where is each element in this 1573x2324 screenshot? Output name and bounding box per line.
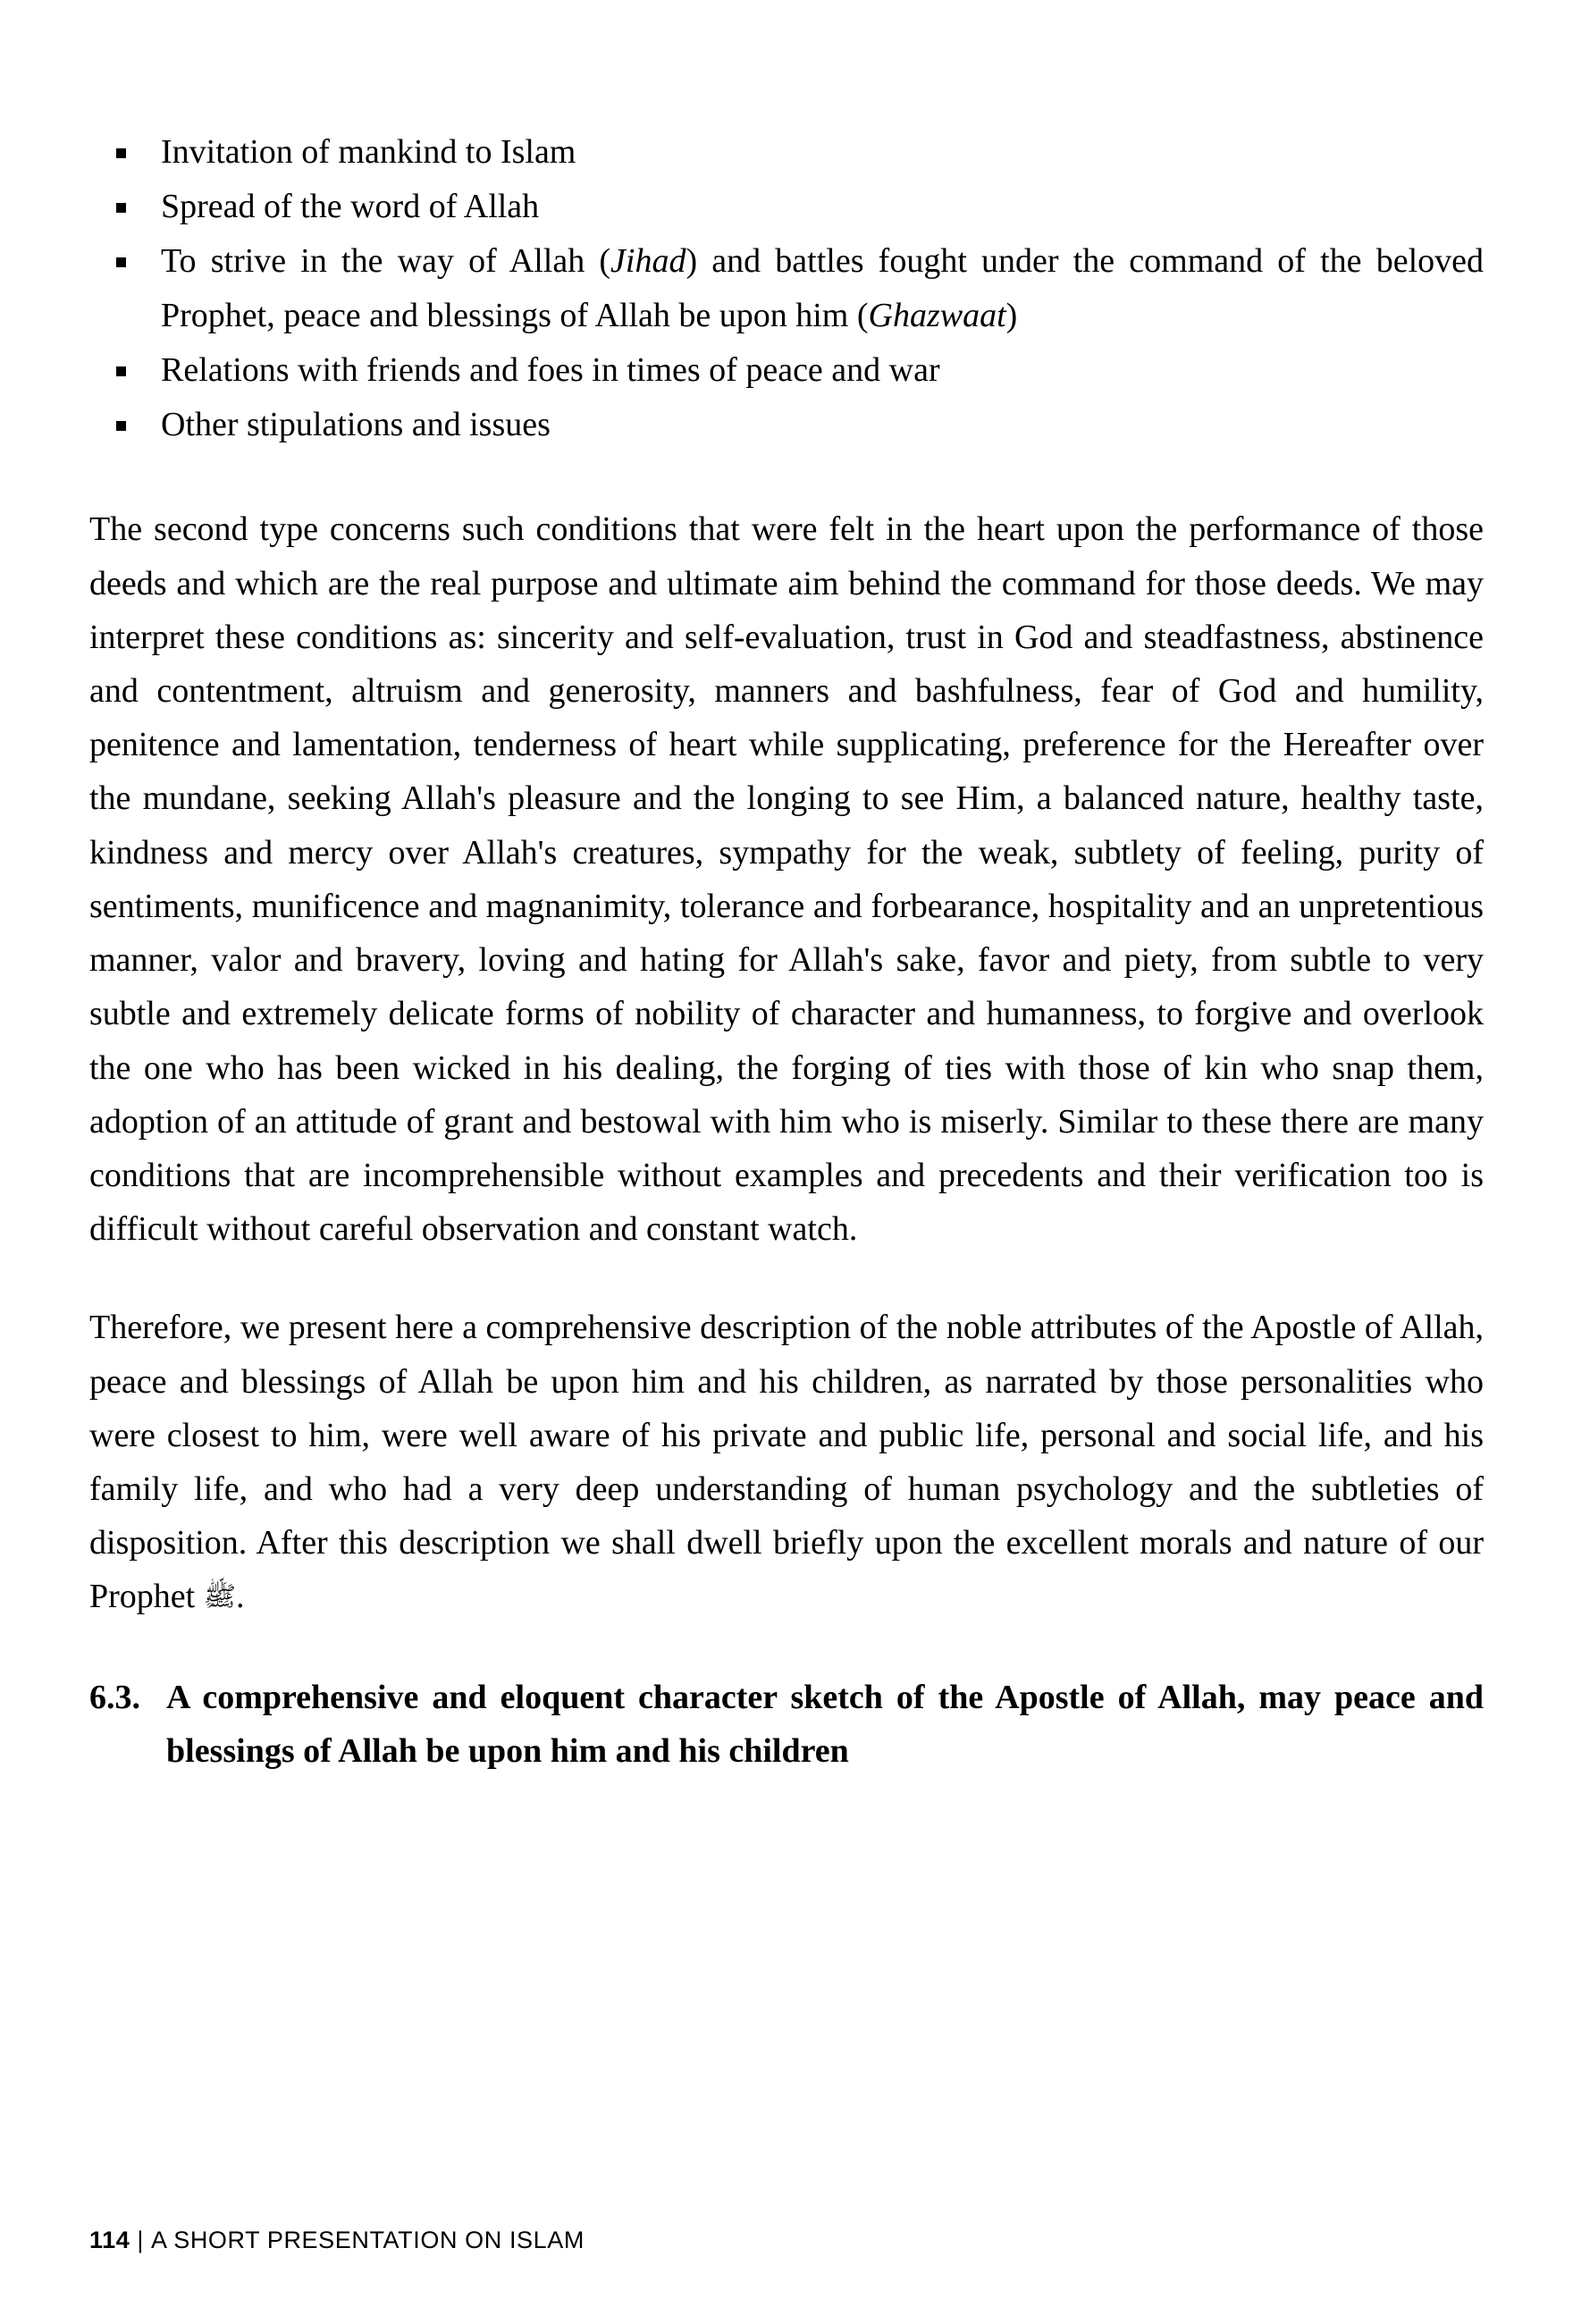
page-number: 114	[89, 2227, 130, 2253]
section-heading	[89, 1671, 1484, 1778]
section-number: 6.3.	[89, 1678, 140, 1716]
section-title: A comprehensive and eloquent character sketch of the Apostle of Allah, may peace and blessings of Allah be upon him and his children	[166, 1678, 1484, 1770]
list-item-text: Other stipulations and issues	[161, 406, 551, 444]
list-item	[89, 398, 1484, 451]
paragraph-therefore-end: .	[235, 1578, 245, 1616]
footer-separator: |	[137, 2227, 144, 2253]
page-content	[89, 125, 1484, 1778]
square-bullet-icon	[116, 257, 126, 267]
list-item	[89, 180, 1484, 233]
paragraph-therefore	[89, 1301, 1484, 1623]
list-item-text-mid: ) and battles fought under the command of the beloved Prophet, peace and blessings of Allah be upon him (	[161, 242, 1484, 334]
list-item-term-ghazwaat: Ghazwaat	[868, 296, 1006, 334]
list-item-text: Spread of the word of Allah	[161, 188, 540, 226]
list-item-text-post: )	[1005, 296, 1018, 334]
list-item	[89, 343, 1484, 397]
paragraph-second-type: The second type concerns such conditions that were felt in the heart upon the performance of those deeds and which are the real purpose and ultimate aim behind the command for those deeds. We may interpret these conditions as: sincerity and self-evaluation, trust in God and steadfastness, abstinence and contentment, altruism and generosity, manners and bashfulness, fear of God and humility, penitence and lamentation, tenderness of heart while supplicating, preference for the Hereafter over the mundane, seeking Allah's pleasure and the longing to see Him, a balanced nature, healthy taste, kindness and mercy over Allah's creatures, sympathy for the weak, subtlety of feeling, purity of sentiments, munificence and magnanimity, tolerance and forbearance, hospitality and an unpretentious manner, valor and bravery, loving and hating for Allah's sake, favor and piety, from subtle to very subtle and extremely delicate forms of nobility of character and humanness, to forgive and overlook the one who has been wicked in his dealing, the forging of ties with those of kin who snap them, adoption of an attitude of grant and bestowal with him who is miserly. Similar to these there are many conditions that are incomprehensible without examples and precedents and their verification too is difficult without careful observation and constant watch.	[89, 510, 1484, 1249]
salla-glyph-icon: ﷺ	[203, 1581, 236, 1613]
spacer	[89, 452, 1484, 502]
list-item-text: Invitation of mankind to Islam	[161, 133, 576, 171]
footer-title: A SHORT PRESENTATION ON ISLAM	[150, 2227, 585, 2253]
square-bullet-icon	[116, 366, 126, 376]
square-bullet-icon	[116, 421, 126, 431]
page-footer	[89, 2227, 585, 2254]
spacer	[89, 1256, 1484, 1301]
square-bullet-icon	[116, 203, 126, 213]
list-item-text-pre: To strive in the way of Allah (	[161, 242, 611, 281]
list-item	[89, 125, 1484, 179]
square-bullet-icon	[116, 148, 126, 158]
paragraph-therefore-text: Therefore, we present here a comprehensive description of the noble attributes of the Apostle of Allah, peace and blessings of Allah be upon him and his children, as narrated by those personalities who were closest to him, were well aware of his private and public life, personal and social life, and his family life, and who had a very deep understanding of human psychology and the subtleties of disposition. After this description we shall dwell briefly upon the excellent morals and nature of our Prophet	[89, 1309, 1484, 1616]
list-item	[89, 234, 1484, 341]
list-item-term-jihad: Jihad	[610, 242, 686, 281]
list-item-text: Relations with friends and foes in times of peace and war	[161, 350, 940, 389]
bullet-list	[89, 125, 1484, 451]
